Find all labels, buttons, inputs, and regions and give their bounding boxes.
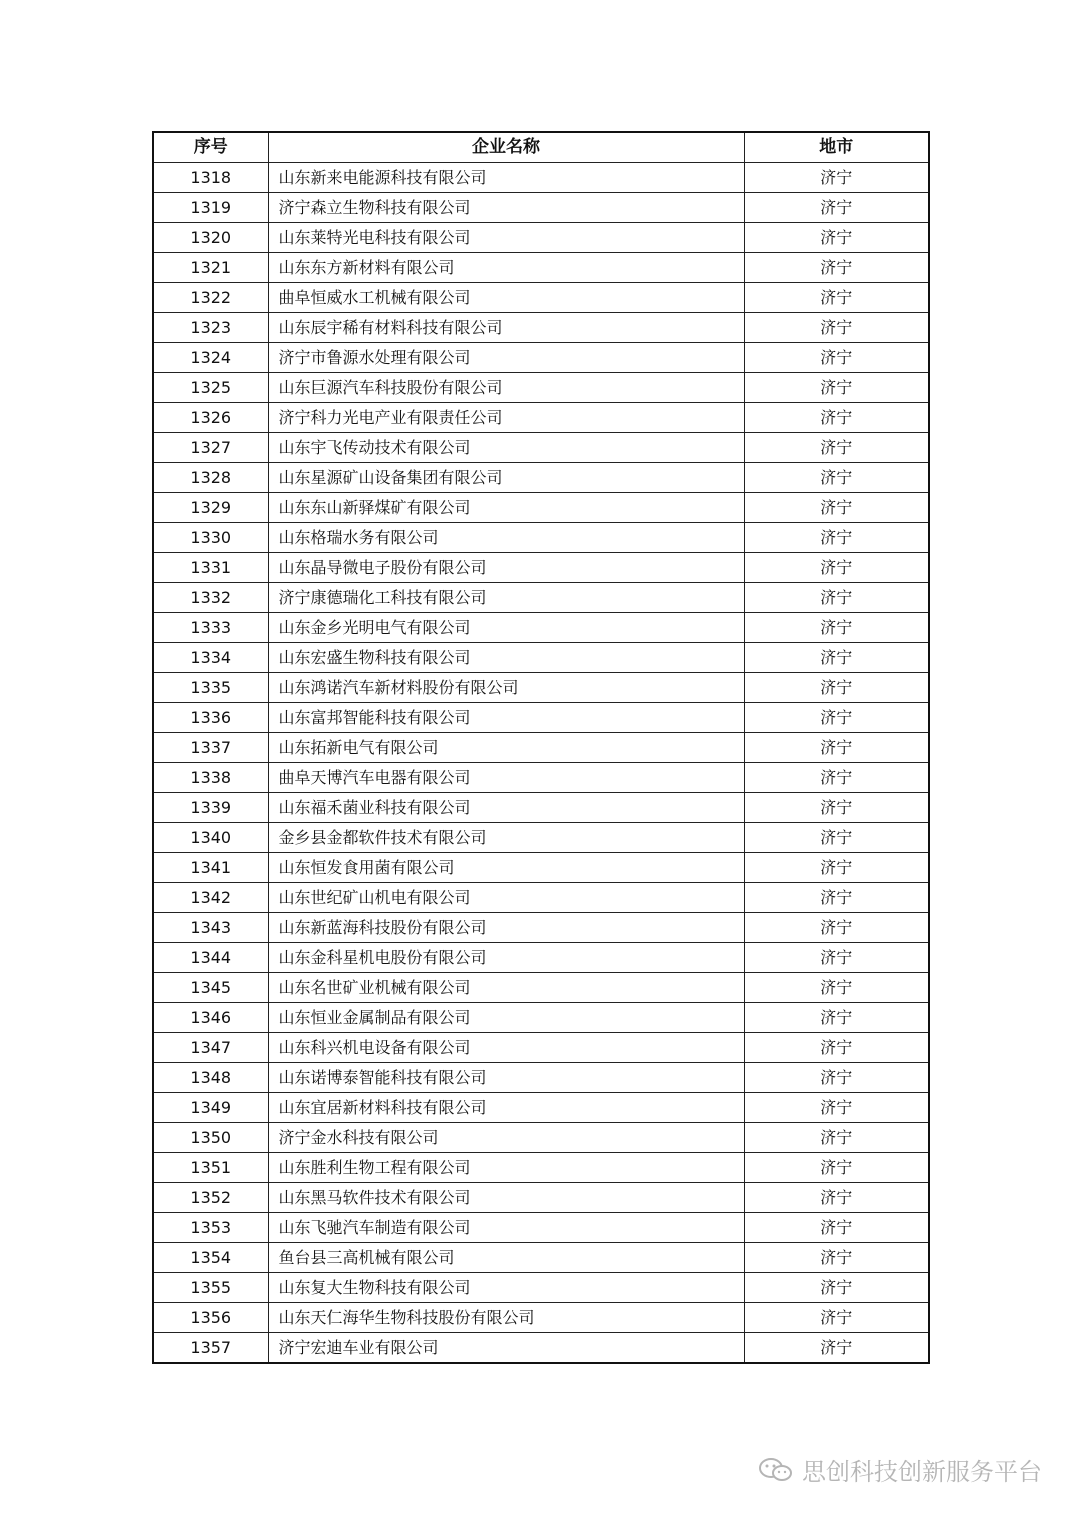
cell-serial: 1347: [153, 1033, 268, 1063]
cell-company-name: 山东复大生物科技有限公司: [268, 1273, 744, 1303]
cell-serial: 1356: [153, 1303, 268, 1333]
table-row: [153, 1063, 929, 1093]
cell-serial: 1322: [153, 283, 268, 313]
table-row: [153, 193, 929, 223]
cell-city: 济宁: [744, 613, 929, 643]
cell-company-name: 山东宇飞传动技术有限公司: [268, 433, 744, 463]
cell-city: 济宁: [744, 313, 929, 343]
cell-city: 济宁: [744, 493, 929, 523]
cell-city: 济宁: [744, 403, 929, 433]
cell-serial: 1339: [153, 793, 268, 823]
cell-city: 济宁: [744, 1063, 929, 1093]
cell-serial: 1329: [153, 493, 268, 523]
cell-city: 济宁: [744, 643, 929, 673]
cell-company-name: 山东科兴机电设备有限公司: [268, 1033, 744, 1063]
cell-serial: 1351: [153, 1153, 268, 1183]
cell-company-name: 山东东方新材料有限公司: [268, 253, 744, 283]
cell-serial: 1340: [153, 823, 268, 853]
cell-company-name: 山东诺博泰智能科技有限公司: [268, 1063, 744, 1093]
cell-serial: 1353: [153, 1213, 268, 1243]
cell-serial: 1323: [153, 313, 268, 343]
cell-serial: 1332: [153, 583, 268, 613]
cell-city: 济宁: [744, 913, 929, 943]
cell-company-name: 山东鸿诺汽车新材料股份有限公司: [268, 673, 744, 703]
cell-city: 济宁: [744, 733, 929, 763]
cell-serial: 1318: [153, 163, 268, 193]
table-header-row: [153, 132, 929, 163]
cell-city: 济宁: [744, 853, 929, 883]
cell-city: 济宁: [744, 553, 929, 583]
cell-company-name: 鱼台县三高机械有限公司: [268, 1243, 744, 1273]
cell-city: 济宁: [744, 193, 929, 223]
cell-serial: 1350: [153, 1123, 268, 1153]
table-row: [153, 583, 929, 613]
cell-company-name: 山东宜居新材料科技有限公司: [268, 1093, 744, 1123]
table-row: [153, 1093, 929, 1123]
cell-city: 济宁: [744, 1273, 929, 1303]
table-row: [153, 1123, 929, 1153]
cell-serial: 1328: [153, 463, 268, 493]
cell-city: 济宁: [744, 433, 929, 463]
table-row: [153, 643, 929, 673]
cell-serial: 1341: [153, 853, 268, 883]
cell-serial: 1344: [153, 943, 268, 973]
cell-city: 济宁: [744, 583, 929, 613]
cell-city: 济宁: [744, 823, 929, 853]
cell-company-name: 曲阜恒威水工机械有限公司: [268, 283, 744, 313]
cell-serial: 1327: [153, 433, 268, 463]
cell-city: 济宁: [744, 1003, 929, 1033]
cell-city: 济宁: [744, 163, 929, 193]
cell-serial: 1337: [153, 733, 268, 763]
table-row: [153, 1213, 929, 1243]
cell-city: 济宁: [744, 703, 929, 733]
table-row: [153, 163, 929, 193]
cell-serial: 1357: [153, 1333, 268, 1364]
cell-city: 济宁: [744, 1123, 929, 1153]
header-city: 地市: [744, 132, 929, 163]
table-row: [153, 523, 929, 553]
table-row: [153, 463, 929, 493]
cell-company-name: 曲阜天博汽车电器有限公司: [268, 763, 744, 793]
cell-company-name: 山东恒业金属制品有限公司: [268, 1003, 744, 1033]
cell-serial: 1355: [153, 1273, 268, 1303]
cell-city: 济宁: [744, 463, 929, 493]
table-row: [153, 1183, 929, 1213]
cell-city: 济宁: [744, 673, 929, 703]
table-row: [153, 1303, 929, 1333]
table-row: [153, 883, 929, 913]
table-row: [153, 973, 929, 1003]
header-serial: 序号: [153, 132, 268, 163]
cell-city: 济宁: [744, 1243, 929, 1273]
cell-city: 济宁: [744, 343, 929, 373]
cell-city: 济宁: [744, 373, 929, 403]
cell-serial: 1346: [153, 1003, 268, 1033]
table-row: [153, 703, 929, 733]
watermark-text: 思创科技创新服务平台: [802, 1458, 1042, 1486]
table-row: [153, 1003, 929, 1033]
cell-city: 济宁: [744, 1303, 929, 1333]
cell-city: 济宁: [744, 1213, 929, 1243]
cell-city: 济宁: [744, 1153, 929, 1183]
cell-city: 济宁: [744, 973, 929, 1003]
cell-company-name: 济宁科力光电产业有限责任公司: [268, 403, 744, 433]
cell-serial: 1319: [153, 193, 268, 223]
table-row: [153, 373, 929, 403]
enterprise-table: [152, 131, 930, 1364]
table-row: [153, 343, 929, 373]
cell-company-name: 山东金乡光明电气有限公司: [268, 613, 744, 643]
cell-company-name: 山东黑马软件技术有限公司: [268, 1183, 744, 1213]
cell-company-name: 山东天仁海华生物科技股份有限公司: [268, 1303, 744, 1333]
table-row: [153, 763, 929, 793]
cell-city: 济宁: [744, 1033, 929, 1063]
table-row: [153, 223, 929, 253]
table-row: [153, 1033, 929, 1063]
cell-company-name: 济宁宏迪车业有限公司: [268, 1333, 744, 1364]
cell-company-name: 山东晶导微电子股份有限公司: [268, 553, 744, 583]
cell-serial: 1349: [153, 1093, 268, 1123]
cell-company-name: 山东宏盛生物科技有限公司: [268, 643, 744, 673]
cell-company-name: 山东福禾菌业科技有限公司: [268, 793, 744, 823]
table-row: [153, 1243, 929, 1273]
cell-company-name: 山东世纪矿山机电有限公司: [268, 883, 744, 913]
cell-serial: 1345: [153, 973, 268, 1003]
table-row: [153, 253, 929, 283]
table-row: [153, 493, 929, 523]
cell-serial: 1325: [153, 373, 268, 403]
table-row: [153, 943, 929, 973]
cell-company-name: 山东新来电能源科技有限公司: [268, 163, 744, 193]
cell-company-name: 山东恒发食用菌有限公司: [268, 853, 744, 883]
cell-company-name: 山东莱特光电科技有限公司: [268, 223, 744, 253]
cell-serial: 1352: [153, 1183, 268, 1213]
cell-company-name: 济宁金水科技有限公司: [268, 1123, 744, 1153]
cell-company-name: 山东胜利生物工程有限公司: [268, 1153, 744, 1183]
table-row: [153, 613, 929, 643]
cell-serial: 1336: [153, 703, 268, 733]
cell-city: 济宁: [744, 763, 929, 793]
cell-city: 济宁: [744, 1093, 929, 1123]
cell-company-name: 济宁森立生物科技有限公司: [268, 193, 744, 223]
cell-serial: 1335: [153, 673, 268, 703]
table-row: [153, 553, 929, 583]
cell-company-name: 金乡县金都软件技术有限公司: [268, 823, 744, 853]
cell-company-name: 山东新蓝海科技股份有限公司: [268, 913, 744, 943]
cell-city: 济宁: [744, 523, 929, 553]
cell-city: 济宁: [744, 223, 929, 253]
cell-serial: 1354: [153, 1243, 268, 1273]
cell-city: 济宁: [744, 1333, 929, 1364]
cell-serial: 1321: [153, 253, 268, 283]
cell-city: 济宁: [744, 253, 929, 283]
cell-serial: 1348: [153, 1063, 268, 1093]
cell-serial: 1324: [153, 343, 268, 373]
cell-city: 济宁: [744, 883, 929, 913]
cell-serial: 1343: [153, 913, 268, 943]
cell-serial: 1338: [153, 763, 268, 793]
cell-serial: 1330: [153, 523, 268, 553]
cell-city: 济宁: [744, 1183, 929, 1213]
cell-company-name: 济宁市鲁源水处理有限公司: [268, 343, 744, 373]
table-row: [153, 1153, 929, 1183]
table-row: [153, 433, 929, 463]
table-row: [153, 913, 929, 943]
wechat-icon: [758, 1457, 794, 1483]
cell-company-name: 山东富邦智能科技有限公司: [268, 703, 744, 733]
table-row: [153, 733, 929, 763]
table-row: [153, 403, 929, 433]
table-row: [153, 1333, 929, 1364]
cell-serial: 1333: [153, 613, 268, 643]
header-company-name: 企业名称: [268, 132, 744, 163]
cell-serial: 1334: [153, 643, 268, 673]
cell-company-name: 山东星源矿山设备集团有限公司: [268, 463, 744, 493]
table-row: [153, 853, 929, 883]
cell-company-name: 山东格瑞水务有限公司: [268, 523, 744, 553]
table-row: [153, 793, 929, 823]
cell-serial: 1326: [153, 403, 268, 433]
table-row: [153, 283, 929, 313]
cell-company-name: 山东名世矿业机械有限公司: [268, 973, 744, 1003]
cell-serial: 1342: [153, 883, 268, 913]
cell-city: 济宁: [744, 283, 929, 313]
cell-serial: 1331: [153, 553, 268, 583]
table-body: [153, 163, 929, 1364]
cell-company-name: 山东飞驰汽车制造有限公司: [268, 1213, 744, 1243]
table-row: [153, 313, 929, 343]
table-row: [153, 1273, 929, 1303]
cell-company-name: 山东辰宇稀有材料科技有限公司: [268, 313, 744, 343]
cell-city: 济宁: [744, 943, 929, 973]
watermark: [758, 1452, 1042, 1487]
cell-company-name: 济宁康德瑞化工科技有限公司: [268, 583, 744, 613]
cell-company-name: 山东金科星机电股份有限公司: [268, 943, 744, 973]
table-row: [153, 823, 929, 853]
table-row: [153, 673, 929, 703]
cell-company-name: 山东巨源汽车科技股份有限公司: [268, 373, 744, 403]
cell-serial: 1320: [153, 223, 268, 253]
cell-company-name: 山东拓新电气有限公司: [268, 733, 744, 763]
cell-city: 济宁: [744, 793, 929, 823]
cell-company-name: 山东东山新驿煤矿有限公司: [268, 493, 744, 523]
